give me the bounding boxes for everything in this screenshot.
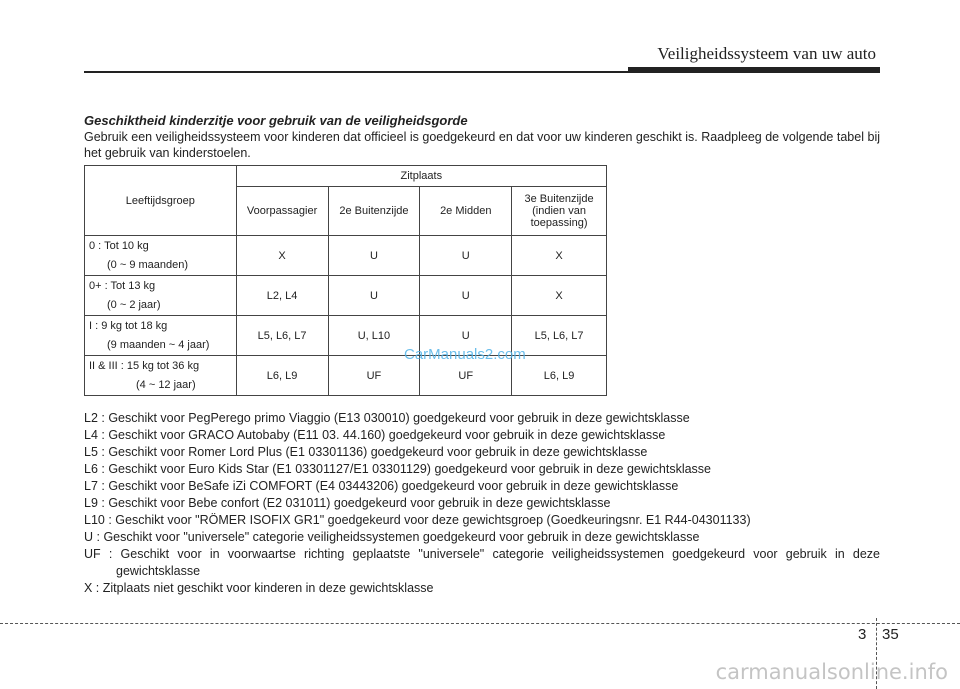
chapter-number: 3 <box>858 626 867 643</box>
note-l6: L6 : Geschikt voor Euro Kids Star (E1 03301127/E1 03301129) goedgekeurd voor gebruik in deze gewichtsklasse <box>84 462 712 476</box>
age-group-label: II & III : 15 kg tot 36 kg <box>89 359 200 372</box>
table-cell: UF <box>420 356 512 396</box>
table-cell: L5, L6, L7 <box>236 316 328 356</box>
legend-notes <box>84 410 880 597</box>
note-uf: UF : Geschikt voor in voorwaartse richting geplaatste "universele" categorie veiligheidssystemen goedgekeurd voor gebruik in deze gewichtsklasse <box>84 547 880 578</box>
column-header: 2e Buitenzijde <box>328 187 420 236</box>
note-x: X : Zitplaats niet geschikt voor kinderen in deze gewichtsklasse <box>84 581 434 595</box>
table-cell: U <box>420 276 512 316</box>
table-cell: U, L10 <box>328 316 420 356</box>
table-row <box>85 276 607 316</box>
age-group-header: Leeftijdsgroep <box>85 166 237 236</box>
table-cell: X <box>236 236 328 276</box>
note-l5: L5 : Geschikt voor Romer Lord Plus (E1 03301136) goedgekeurd voor gebruik in deze gewichtsklasse <box>84 445 648 459</box>
age-group-label: 0+ : Tot 13 kg <box>89 279 156 292</box>
table-cell: L6, L9 <box>512 356 607 396</box>
column-header: 2e Midden <box>420 187 512 236</box>
section-title: Geschiktheid kinderzitje voor gebruik van de veiligheidsgorde <box>84 113 468 128</box>
table-cell: L2, L4 <box>236 276 328 316</box>
age-group-label: I : 9 kg tot 18 kg <box>89 319 168 332</box>
note-l10: L10 : Geschikt voor "RÖMER ISOFIX GR1" goedgekeurd voor deze gewichtsgroep (Goedkeuringsnr. E1 R44-04301133) <box>84 513 751 527</box>
table-cell: UF <box>328 356 420 396</box>
table-cell: L5, L6, L7 <box>512 316 607 356</box>
note-l7: L7 : Geschikt voor BeSafe iZi COMFORT (E4 03443206) goedgekeurd voor gebruik in deze gewichtsklasse <box>84 479 679 493</box>
table-cell: U <box>328 276 420 316</box>
age-group-cell <box>85 356 237 396</box>
table-cell: L6, L9 <box>236 356 328 396</box>
column-header: Voorpassagier <box>236 187 328 236</box>
age-group-cell <box>85 276 237 316</box>
note-l2: L2 : Geschikt voor PegPerego primo Viaggio (E13 030010) goedgekeurd voor gebruik in deze gewichtsklasse <box>84 411 690 425</box>
note-u: U : Geschikt voor "universele" categorie veiligheidssystemen goedgekeurd voor gebruik in deze gewichtsklasse <box>84 530 700 544</box>
table-cell: U <box>420 316 512 356</box>
table-cell: U <box>420 236 512 276</box>
age-range-label: (9 maanden ~ 4 jaar) <box>107 338 210 351</box>
child-seat-suitability-table <box>84 165 607 396</box>
table-row <box>85 236 607 276</box>
intro-paragraph: Gebruik een veiligheidssysteem voor kinderen dat officieel is goedgekeurd en dat voor uw kinderen geschikt is. Raadpleeg de volgende tabel bij het gebruik van kinderstoelen. <box>84 130 880 160</box>
seat-position-header: Zitplaats <box>236 166 606 187</box>
header-rule-accent <box>628 67 880 72</box>
age-group-label: 0 : Tot 10 kg <box>89 239 149 252</box>
note-l4: L4 : Geschikt voor GRACO Autobaby (E11 03. 44.160) goedgekeurd voor gebruik in deze gewichtsklasse <box>84 428 666 442</box>
table-cell: U <box>328 236 420 276</box>
table-row <box>85 356 607 396</box>
age-range-label: (0 ~ 2 jaar) <box>107 298 161 311</box>
header-title: Veiligheidssysteem van uw auto <box>657 44 876 63</box>
age-group-cell <box>85 236 237 276</box>
age-group-cell <box>85 316 237 356</box>
table-cell: X <box>512 236 607 276</box>
site-watermark: carmanualsonline.info <box>715 660 948 684</box>
column-header: 3e Buitenzijde (indien van toepassing) <box>512 187 607 236</box>
footer-divider <box>0 623 960 624</box>
page-number: 35 <box>882 626 899 643</box>
table-cell: X <box>512 276 607 316</box>
age-range-label: (4 ~ 12 jaar) <box>136 378 196 391</box>
watermark: CarManuals2.com <box>404 346 526 363</box>
age-range-label: (0 ~ 9 maanden) <box>107 258 189 271</box>
table-row <box>85 316 607 356</box>
note-l9: L9 : Geschikt voor Bebe confort (E2 031011) goedgekeurd voor gebruik in deze gewichtsklasse <box>84 496 611 510</box>
